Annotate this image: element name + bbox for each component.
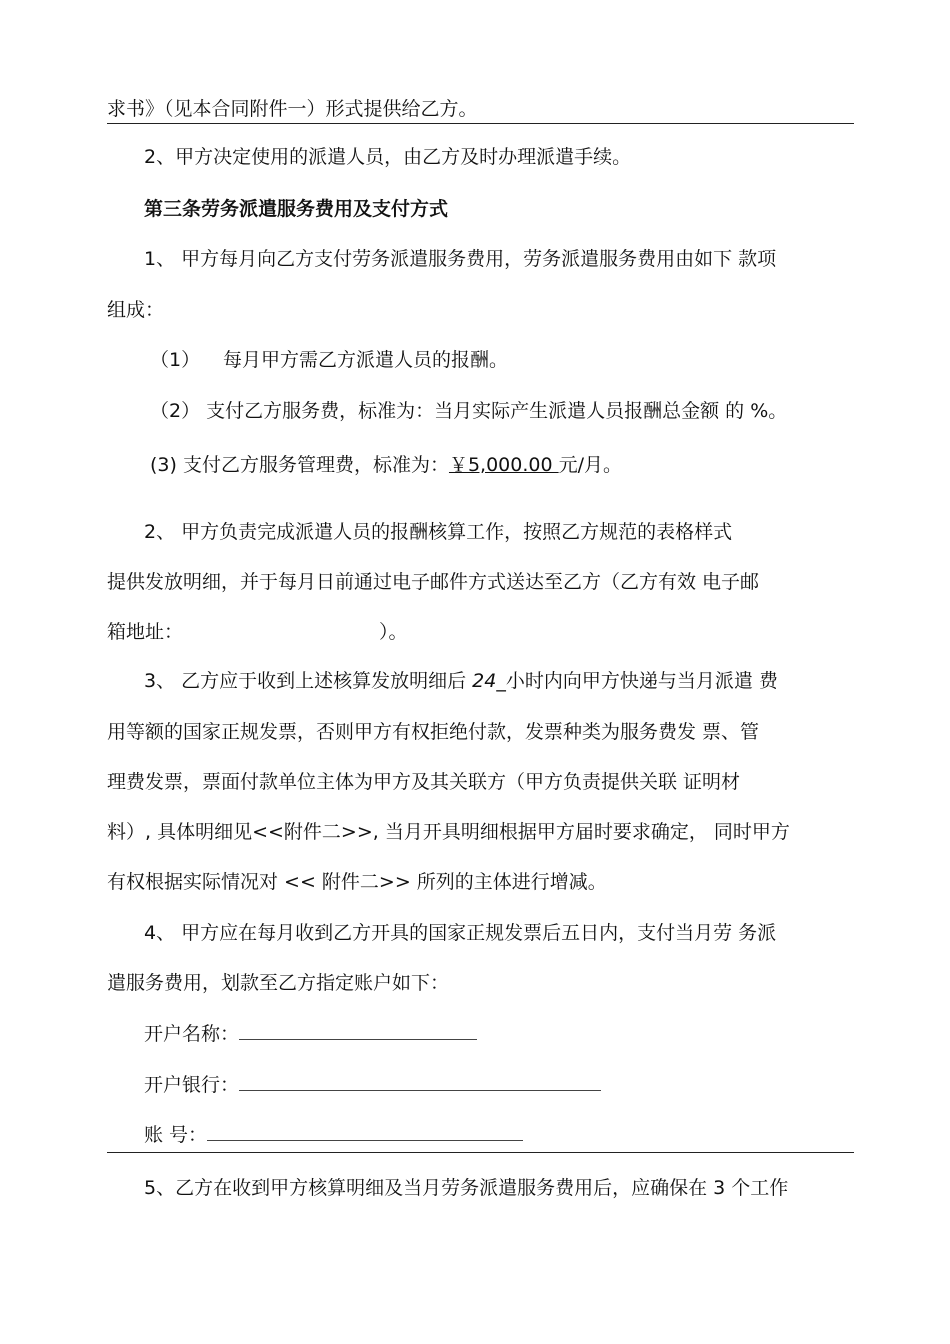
account-name-row <box>144 1021 477 1047</box>
invoice-text-post: 小时内向甲方快递与当月派遣 费 <box>505 670 778 692</box>
text-line <box>107 619 408 645</box>
fee-amount: ￥5,000.00 <box>448 454 559 476</box>
list-item-text: 每月甲方需乙方派遣人员的报酬。 <box>223 349 509 371</box>
text-line: 理费发票，票面付款单位主体为甲方及其关联方（甲方负责提供关联 证明材 <box>107 771 741 793</box>
account-number-blank <box>207 1122 523 1141</box>
text-line: 组成： <box>107 299 165 321</box>
invoice-text-pre: 3、 乙方应于收到上述核算发放明细后 <box>144 670 467 692</box>
text-line <box>150 452 622 478</box>
account-name-label: 开户名称： <box>144 1023 240 1045</box>
account-number-row <box>144 1122 523 1148</box>
text-line: 2、甲方决定使用的派遣人员，由乙方及时办理派遣手续。 <box>144 146 632 168</box>
section-heading: 第三条劳务派遣服务费用及支付方式 <box>144 198 449 220</box>
bank-blank <box>239 1072 601 1091</box>
text-line: 5、乙方在收到甲方核算明细及当月劳务派遣服务费用后，应确保在 3 个工作 <box>144 1177 789 1199</box>
bank-row <box>144 1072 601 1098</box>
account-number-label: 账 号： <box>144 1124 208 1146</box>
text-line: 料）, 具体明细见<<附件二>>, 当月开具明细根据甲方届时要求确定， 同时甲方 <box>107 821 790 843</box>
text-line: 有权根据实际情况对 << 附件二>> 所列的主体进行增减。 <box>107 871 607 893</box>
footer-divider <box>107 1152 854 1153</box>
bank-label: 开户银行： <box>144 1074 240 1096</box>
text-line: 求书》（见本合同附件一）形式提供给乙方。 <box>107 98 478 120</box>
text-line: 2、 甲方负责完成派遣人员的报酬核算工作，按照乙方规范的表格样式 <box>144 521 733 543</box>
header-divider <box>107 123 854 124</box>
text-line: 1、 甲方每月向乙方支付劳务派遣服务费用，劳务派遣服务费用由如下 款项 <box>144 248 777 270</box>
text-line: （2） 支付乙方服务费，标准为：当月实际产生派遣人员报酬总金额 的 %。 <box>150 400 788 422</box>
text-line: 提供发放明细，并于每月日前通过电子邮件方式送达至乙方（乙方有效 电子邮 <box>107 571 760 593</box>
fee-unit: 元/月。 <box>558 454 623 476</box>
text-line <box>144 668 778 694</box>
fee-label: (3) 支付乙方服务管理费，标准为： <box>150 454 449 476</box>
email-label: 箱地址： <box>107 621 184 643</box>
text-line: 用等额的国家正规发票，否则甲方有权拒绝付款，发票种类为服务费发 票、管 <box>107 721 760 743</box>
list-item-number: （1） <box>150 349 201 371</box>
text-line: 遣服务费用，划款至乙方指定账户如下： <box>107 972 450 994</box>
invoice-hours: 24_ <box>472 670 506 692</box>
account-name-blank <box>239 1021 477 1040</box>
email-close: ）。 <box>379 621 408 643</box>
text-line: 4、 甲方应在每月收到乙方开具的国家正规发票后五日内，支付当月劳 务派 <box>144 922 777 944</box>
